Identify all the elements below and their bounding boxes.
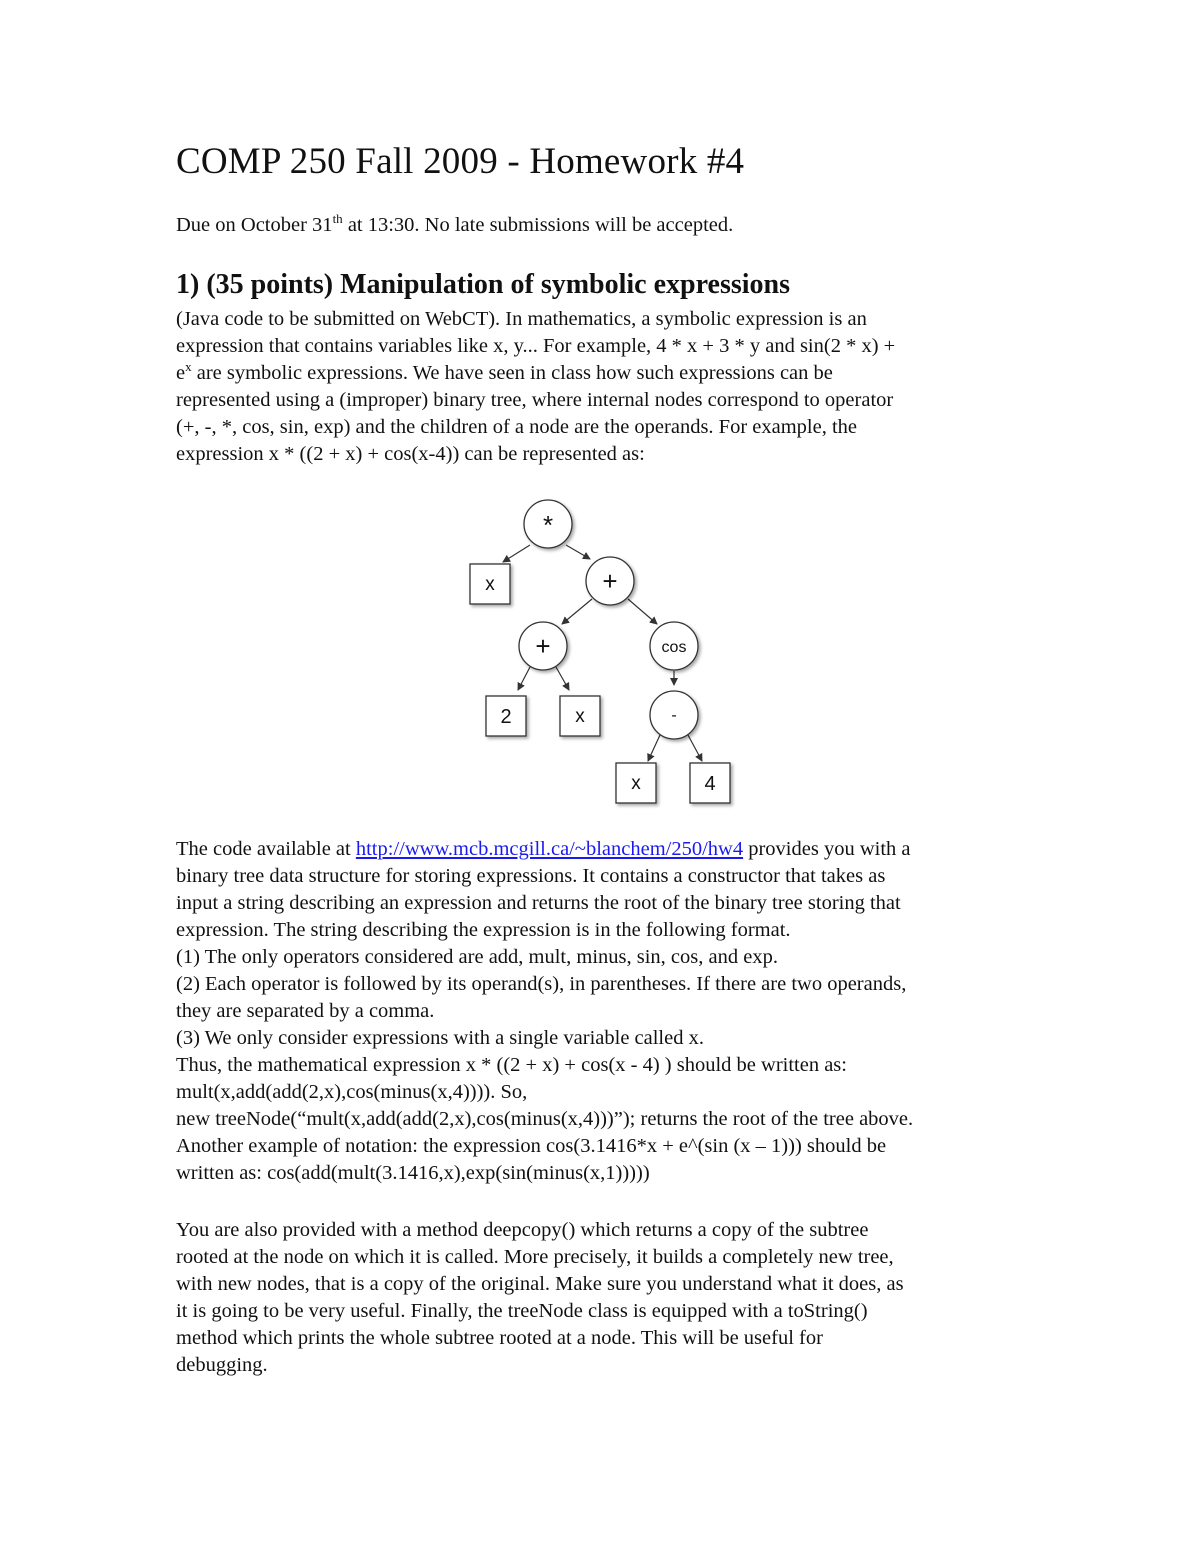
text-line: (1) The only operators considered are add, mult, minus, sin, cos, and exp. <box>176 946 778 968</box>
text-line: mult(x,add(add(2,x),cos(minus(x,4)))). So, <box>176 1081 528 1103</box>
due-text: Due on October 31 <box>176 214 333 236</box>
tree-edge <box>503 545 530 562</box>
exp-base: e <box>176 362 186 384</box>
code-description-paragraph <box>176 836 1036 1187</box>
tree-label: + <box>602 566 618 596</box>
text-line: written as: cos(add(mult(3.1416,x),exp(sin(minus(x,1))))) <box>176 1162 650 1184</box>
text-line: expression. The string describing the expression is in the following format. <box>176 919 791 941</box>
text-segment: The code available at <box>176 838 356 860</box>
tree-edge <box>628 599 657 624</box>
tree-label: x <box>631 773 641 794</box>
tree-edge <box>562 599 592 624</box>
tree-label: * <box>542 510 554 540</box>
text-line: input a string describing an expression and returns the root of the binary tree storing that <box>176 892 901 914</box>
tree-label: x <box>485 574 495 595</box>
text-line: with new nodes, that is a copy of the original. Make sure you understand what it does, as <box>176 1273 904 1295</box>
tree-edge <box>688 735 702 761</box>
page-title: COMP 250 Fall 2009 - Homework #4 <box>176 141 745 182</box>
text-line: You are also provided with a method deepcopy() which returns a copy of the subtree <box>176 1219 869 1241</box>
text-line: expression x * ((2 + x) + cos(x-4)) can be represented as: <box>176 443 645 465</box>
deepcopy-paragraph <box>176 1217 1036 1379</box>
tree-label: 2 <box>500 706 512 728</box>
text-line: rooted at the node on which it is called. More precisely, it builds a completely new tree, <box>176 1246 894 1268</box>
text-line: they are separated by a comma. <box>176 1000 435 1022</box>
due-text-rest: at 13:30. No late submissions will be accepted. <box>342 214 734 236</box>
text-line: expression that contains variables like x, y... For example, 4 * x + 3 * y and sin(2 * x) + <box>176 335 896 357</box>
exp-superscript: x <box>185 359 192 374</box>
tree-label: x <box>575 706 585 727</box>
text-line: (3) We only consider expressions with a single variable called x. <box>176 1027 704 1049</box>
text-segment: provides you with a <box>743 838 911 860</box>
text-line: debugging. <box>176 1354 268 1376</box>
text-line <box>176 836 1036 863</box>
tree-label: cos <box>661 639 687 656</box>
tree-label: + <box>535 631 551 661</box>
text-segment: are symbolic expressions. We have seen in class how such expressions can be <box>191 362 833 384</box>
section-heading: 1) (35 points) Manipulation of symbolic expressions <box>176 269 790 300</box>
text-line: binary tree data structure for storing expressions. It contains a constructor that takes as <box>176 865 886 887</box>
tree-edge <box>648 735 660 761</box>
text-line: method which prints the whole subtree rooted at a node. This will be useful for <box>176 1327 823 1349</box>
tree-label: 4 <box>704 773 716 795</box>
tree-edge <box>566 545 590 559</box>
text-line <box>176 360 1036 387</box>
text-line: Thus, the mathematical expression x * ((2 + x) + cos(x - 4) ) should be written as: <box>176 1054 847 1076</box>
text-line: new treeNode(“mult(x,add(add(2,x),cos(minus(x,4)))”); returns the root of the tree above. <box>176 1108 914 1130</box>
tree-label: - <box>671 707 677 724</box>
intro-paragraph <box>176 306 1036 468</box>
text-line: (Java code to be submitted on WebCT). In mathematics, a symbolic expression is an <box>176 308 867 330</box>
tree-edge <box>518 667 530 690</box>
text-line: Another example of notation: the expression cos(3.1416*x + e^(sin (x – 1))) should be <box>176 1135 887 1157</box>
expression-tree-diagram <box>460 496 760 816</box>
code-url-link[interactable]: http://www.mcb.mcgill.ca/~blanchem/250/hw4 <box>355 838 744 860</box>
text-line: represented using a (improper) binary tree, where internal nodes correspond to operator <box>176 389 894 411</box>
text-line: it is going to be very useful. Finally, the treeNode class is equipped with a toString() <box>176 1300 868 1322</box>
text-line: (+, -, *, cos, sin, exp) and the children of a node are the operands. For example, the <box>176 416 858 438</box>
due-ordinal: th <box>332 211 343 226</box>
tree-edge <box>556 667 569 690</box>
due-date-line <box>176 211 734 237</box>
text-line: (2) Each operator is followed by its operand(s), in parentheses. If there are two operands, <box>176 973 907 995</box>
